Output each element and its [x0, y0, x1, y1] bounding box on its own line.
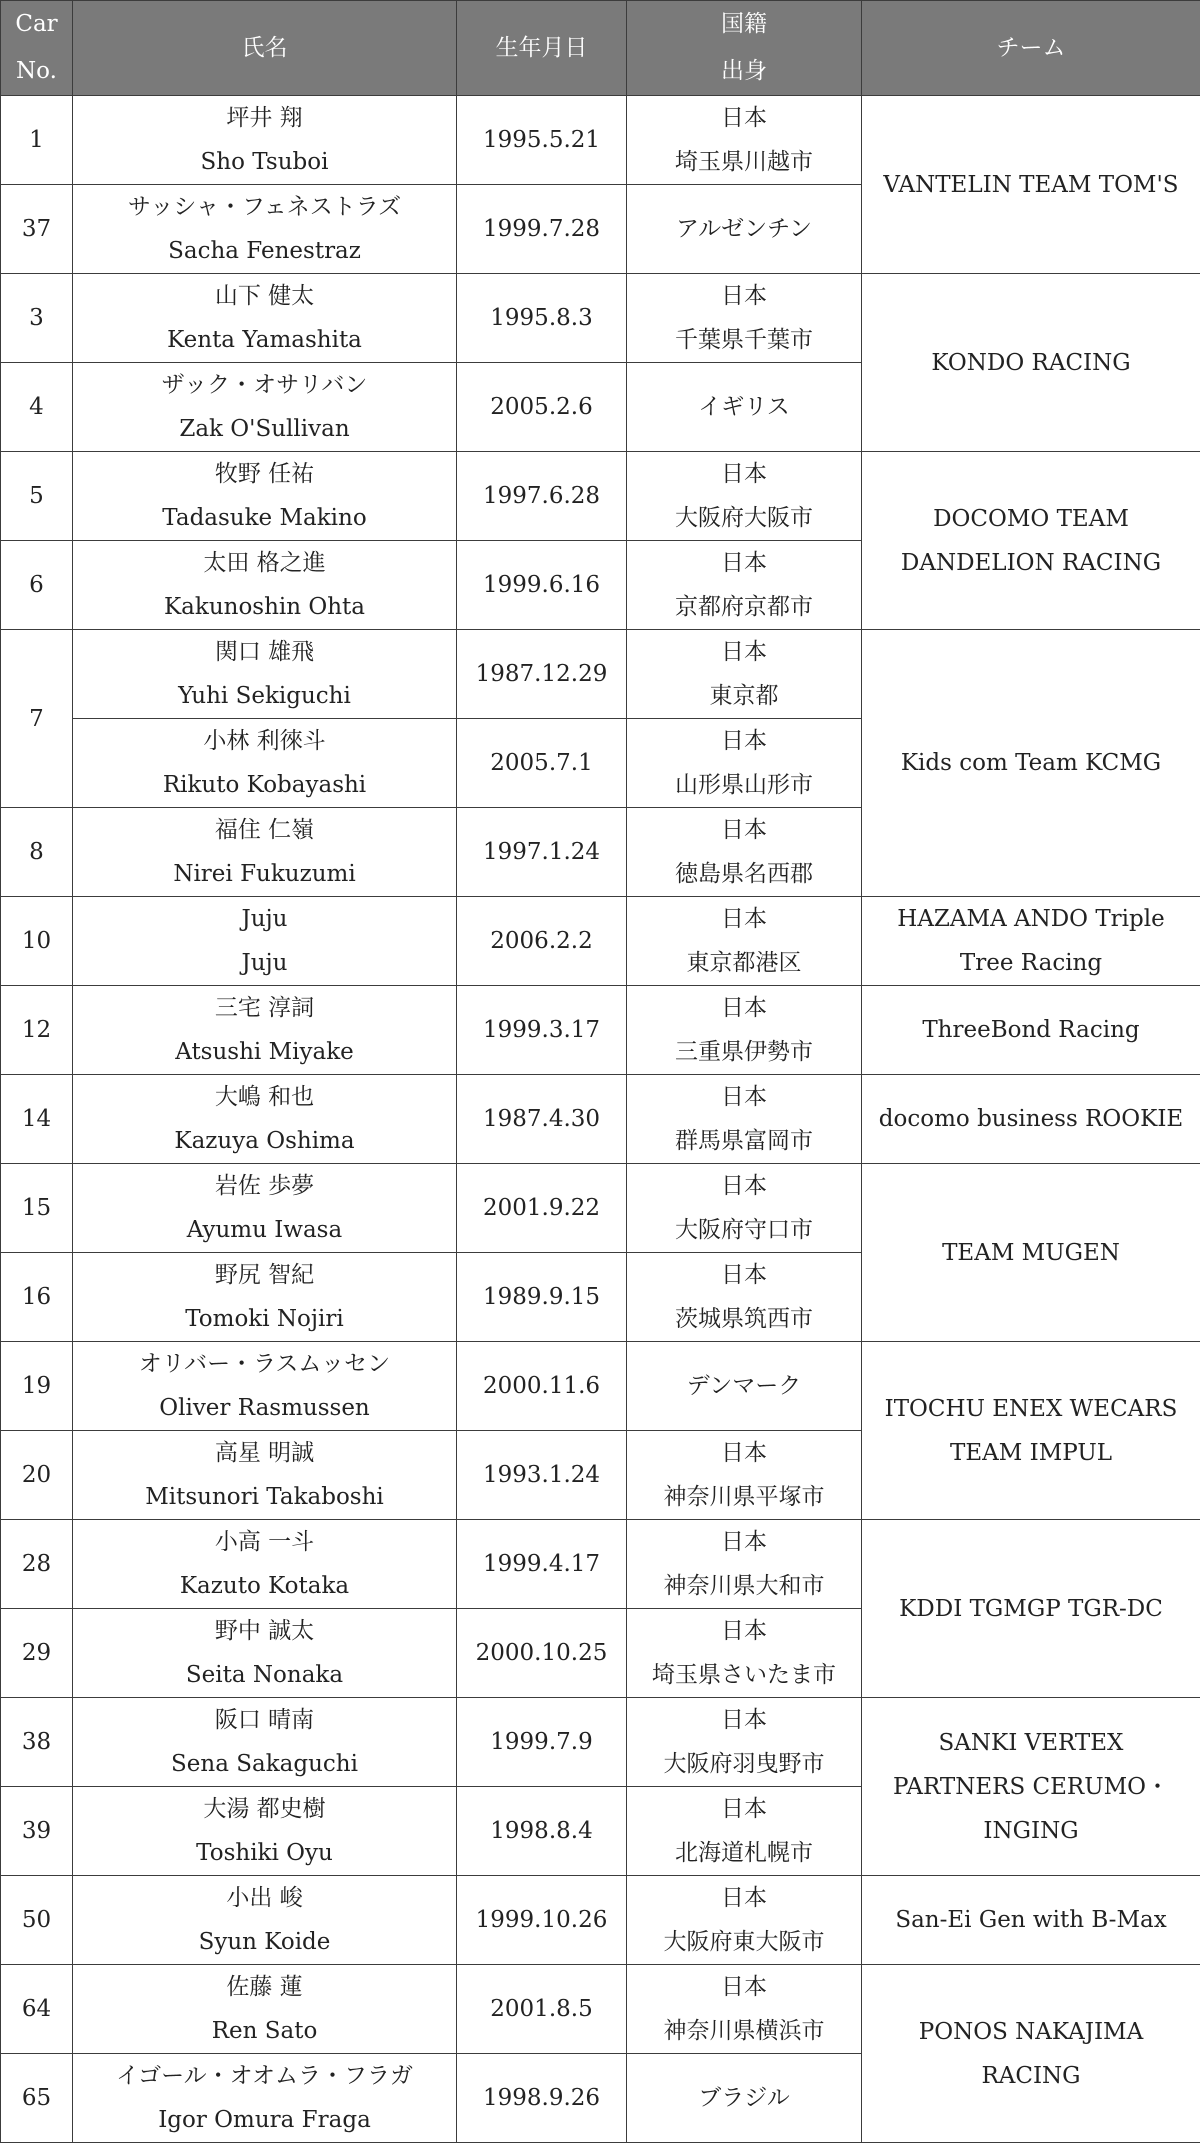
team-name-line: Kids com Team KCMG [900, 750, 1162, 776]
nationality-cell [627, 1609, 862, 1698]
driver-name-cell [73, 541, 457, 630]
car-number-cell: 16 [1, 1253, 73, 1342]
car-number-cell: 38 [1, 1698, 73, 1787]
hometown-text: 神奈川県横浜市 [663, 2018, 825, 2044]
nationality-cell [627, 719, 862, 808]
table-header [1, 1, 1200, 96]
driver-name-en: Ayumu Iwasa [186, 1217, 343, 1243]
birth-date-cell: 1987.12.29 [457, 630, 627, 719]
nationality-cell [627, 630, 862, 719]
driver-name-en: Sacha Fenestraz [168, 238, 361, 264]
hometown-text: 大阪府東大阪市 [663, 1929, 825, 1955]
nationality-cell [627, 363, 862, 452]
nationality-cell [627, 1965, 862, 2054]
nationality-cell [627, 452, 862, 541]
team-cell [862, 96, 1200, 274]
driver-name-cell [73, 1075, 457, 1164]
hometown-text: 神奈川県平塚市 [663, 1484, 825, 1510]
hometown-text: 大阪府大阪市 [675, 505, 813, 531]
driver-name-ja: サッシャ・フェネストラズ [127, 194, 402, 220]
driver-name-ja: 大嶋 和也 [214, 1084, 315, 1110]
nationality-text: 日本 [721, 550, 767, 576]
driver-name-cell [73, 1520, 457, 1609]
table-row [1, 1075, 1200, 1164]
driver-name-ja: 関口 雄飛 [214, 639, 315, 665]
team-cell [862, 1698, 1200, 1876]
driver-name-ja: 野尻 智紀 [214, 1262, 315, 1288]
driver-name-cell [73, 1253, 457, 1342]
car-number-cell: 65 [1, 2054, 73, 2143]
nationality-text: 日本 [721, 1618, 767, 1644]
birth-date-cell: 1995.5.21 [457, 96, 627, 185]
driver-name-cell [73, 1609, 457, 1698]
birth-date-cell: 1989.9.15 [457, 1253, 627, 1342]
driver-name-en: Ren Sato [211, 2018, 318, 2044]
team-cell [862, 630, 1200, 897]
birth-date-cell: 2005.7.1 [457, 719, 627, 808]
driver-name-en: Nirei Fukuzumi [173, 861, 356, 887]
birth-date-cell: 1999.10.26 [457, 1876, 627, 1965]
nationality-text: 日本 [721, 1440, 767, 1466]
driver-name-en: Rikuto Kobayashi [162, 772, 367, 798]
car-number-cell: 10 [1, 897, 73, 986]
hometown-text: 東京都 [709, 683, 779, 709]
driver-name-cell [73, 452, 457, 541]
car-number-cell: 64 [1, 1965, 73, 2054]
birth-date-cell: 1999.7.28 [457, 185, 627, 274]
nationality-text: 日本 [721, 906, 767, 932]
driver-name-en: Tomoki Nojiri [185, 1306, 344, 1332]
hometown-text: 大阪府守口市 [675, 1217, 813, 1243]
driver-name-ja: 坪井 翔 [226, 105, 303, 131]
driver-name-en: Mitsunori Takaboshi [145, 1484, 384, 1510]
nationality-text: 日本 [721, 461, 767, 487]
team-name-line: DOCOMO TEAM [933, 505, 1129, 532]
nationality-text: 日本 [721, 1173, 767, 1199]
driver-name-cell [73, 1342, 457, 1431]
birth-date-cell: 2001.9.22 [457, 1164, 627, 1253]
team-name-line: KONDO RACING [931, 349, 1131, 376]
hometown-text: 神奈川県大和市 [663, 1573, 825, 1599]
team-name-line: SANKI VERTEX [938, 1729, 1124, 1756]
birth-date-cell: 2000.11.6 [457, 1342, 627, 1431]
birth-date-cell: 1999.6.16 [457, 541, 627, 630]
team-name-line: TEAM MUGEN [942, 1239, 1120, 1266]
car-number-cell: 4 [1, 363, 73, 452]
nationality-cell [627, 1520, 862, 1609]
team-name-line: ITOCHU ENEX WECARS [884, 1395, 1178, 1422]
nationality-cell [627, 1876, 862, 1965]
car-number-cell: 3 [1, 274, 73, 363]
driver-name-cell [73, 1164, 457, 1253]
team-name-line: PARTNERS CERUMO・ [892, 1773, 1170, 1800]
driver-name-cell [73, 1876, 457, 1965]
team-name-line: docomo business ROOKIE [878, 1106, 1184, 1132]
header-dob: 生年月日 [457, 1, 627, 96]
driver-name-ja: ザック・オサリバン [161, 372, 368, 398]
driver-name-ja: 小高 一斗 [214, 1529, 315, 1555]
nationality-cell [627, 96, 862, 185]
driver-name-en: Sho Tsuboi [200, 149, 329, 175]
table-row [1, 1876, 1200, 1965]
driver-name-cell [73, 719, 457, 808]
driver-name-ja: Juju [241, 906, 288, 932]
driver-name-cell [73, 630, 457, 719]
hometown-text: 千葉県千葉市 [675, 327, 813, 353]
team-name-line: San-Ei Gen with B-Max [895, 1907, 1167, 1933]
driver-name-en: Yuhi Sekiguchi [178, 683, 351, 709]
driver-name-en: Syun Koide [198, 1929, 331, 1955]
nationality-text: 日本 [721, 1796, 767, 1822]
team-name-line: DANDELION RACING [900, 549, 1162, 576]
nationality-text: デンマーク [686, 1373, 802, 1399]
driver-name-cell [73, 363, 457, 452]
nationality-cell [627, 897, 862, 986]
nationality-cell [627, 2054, 862, 2143]
driver-name-ja: 太田 格之進 [203, 550, 326, 576]
birth-date-cell: 1999.4.17 [457, 1520, 627, 1609]
team-name-line: Tree Racing [959, 950, 1103, 976]
driver-name-ja: 福住 仁嶺 [214, 817, 315, 843]
driver-name-cell [73, 986, 457, 1075]
team-name-line: RACING [981, 2062, 1081, 2089]
car-number-cell: 15 [1, 1164, 73, 1253]
car-number-cell: 19 [1, 1342, 73, 1431]
nationality-text: 日本 [721, 995, 767, 1021]
driver-name-en: Juju [241, 950, 288, 976]
nationality-text: 日本 [721, 1529, 767, 1555]
table-body [1, 96, 1200, 2143]
birth-date-cell: 1987.4.30 [457, 1075, 627, 1164]
driver-name-ja: 岩佐 歩夢 [214, 1173, 315, 1199]
driver-name-cell [73, 1787, 457, 1876]
table-row [1, 452, 1200, 541]
driver-name-en: Kakunoshin Ohta [163, 594, 366, 620]
driver-name-ja: 山下 健太 [214, 283, 315, 309]
hometown-text: 北海道札幌市 [675, 1840, 813, 1866]
nationality-cell [627, 808, 862, 897]
team-cell [862, 897, 1200, 986]
hometown-text: 山形県山形市 [675, 772, 813, 798]
driver-name-cell [73, 1965, 457, 2054]
table-row [1, 897, 1200, 986]
nationality-text: 日本 [721, 1974, 767, 2000]
car-number-cell: 37 [1, 185, 73, 274]
driver-name-ja: オリバー・ラスムッセン [138, 1351, 391, 1377]
table-row [1, 1698, 1200, 1787]
team-cell [862, 452, 1200, 630]
team-name-line: VANTELIN TEAM TOM'S [883, 171, 1179, 198]
team-cell [862, 1342, 1200, 1520]
header-row [1, 1, 1200, 96]
driver-name-en: Oliver Rasmussen [159, 1395, 370, 1421]
nationality-text: アルゼンチン [676, 216, 812, 242]
team-name-line: ThreeBond Racing [922, 1017, 1140, 1043]
nationality-cell [627, 1431, 862, 1520]
hometown-text: 京都府京都市 [675, 594, 813, 620]
hometown-text: 徳島県名西郡 [675, 861, 813, 887]
team-cell [862, 1520, 1200, 1698]
driver-name-cell [73, 2054, 457, 2143]
header-nationality [627, 1, 862, 96]
nationality-text: 日本 [721, 1707, 767, 1733]
nationality-cell [627, 1787, 862, 1876]
driver-name-ja: 三宅 淳詞 [214, 995, 315, 1021]
nationality-text: 日本 [721, 1084, 767, 1110]
car-number-cell: 20 [1, 1431, 73, 1520]
driver-name-en: Kazuto Kotaka [179, 1573, 350, 1599]
driver-name-ja: 小林 利徠斗 [203, 728, 326, 754]
birth-date-cell: 1997.1.24 [457, 808, 627, 897]
hometown-text: 埼玉県川越市 [675, 149, 813, 175]
driver-name-en: Seita Nonaka [185, 1662, 344, 1688]
hometown-text: 群馬県富岡市 [675, 1128, 813, 1154]
header-car-no [1, 1, 73, 96]
hometown-text: 埼玉県さいたま市 [652, 1662, 836, 1688]
driver-name-en: Sena Sakaguchi [171, 1751, 358, 1777]
driver-name-cell [73, 274, 457, 363]
nationality-cell [627, 1164, 862, 1253]
table-row [1, 1965, 1200, 2054]
table-row [1, 96, 1200, 185]
nationality-cell [627, 274, 862, 363]
team-cell [862, 1075, 1200, 1164]
driver-name-cell [73, 897, 457, 986]
car-number-cell: 28 [1, 1520, 73, 1609]
header-car-line2: No. [16, 58, 57, 84]
team-cell [862, 1965, 1200, 2143]
table-row [1, 1164, 1200, 1253]
car-number-cell: 6 [1, 541, 73, 630]
driver-name-ja: 阪口 晴南 [214, 1707, 315, 1733]
hometown-text: 茨城県筑西市 [675, 1306, 813, 1332]
nationality-text: 日本 [721, 639, 767, 665]
driver-name-en: Zak O'Sullivan [179, 416, 350, 442]
car-number-cell: 39 [1, 1787, 73, 1876]
birth-date-cell: 1999.7.9 [457, 1698, 627, 1787]
nationality-text: ブラジル [698, 2085, 790, 2111]
nationality-text: 日本 [721, 283, 767, 309]
team-name-line: INGING [983, 1817, 1079, 1844]
nationality-cell [627, 1342, 862, 1431]
car-number-cell: 1 [1, 96, 73, 185]
header-nationality-line2: 出身 [721, 58, 767, 84]
hometown-text: 東京都港区 [686, 950, 802, 976]
car-number-cell: 12 [1, 986, 73, 1075]
car-number-cell: 5 [1, 452, 73, 541]
nationality-cell [627, 986, 862, 1075]
nationality-text: 日本 [721, 1262, 767, 1288]
driver-name-en: Kazuya Oshima [174, 1128, 355, 1154]
birth-date-cell: 2001.8.5 [457, 1965, 627, 2054]
driver-name-ja: イゴール・オオムラ・フラガ [116, 2063, 413, 2089]
birth-date-cell: 1993.1.24 [457, 1431, 627, 1520]
car-number-cell: 50 [1, 1876, 73, 1965]
team-name-line: HAZAMA ANDO Triple [897, 906, 1165, 932]
table-row [1, 630, 1200, 719]
team-name-line: PONOS NAKAJIMA [918, 2018, 1144, 2045]
driver-name-ja: 高星 明誠 [214, 1440, 315, 1466]
driver-name-en: Kenta Yamashita [167, 327, 362, 353]
birth-date-cell: 2005.2.6 [457, 363, 627, 452]
car-number-cell: 8 [1, 808, 73, 897]
driver-name-ja: 牧野 任祐 [214, 461, 315, 487]
team-cell [862, 986, 1200, 1075]
hometown-text: 大阪府羽曳野市 [663, 1751, 825, 1777]
header-nationality-line1: 国籍 [721, 11, 767, 37]
header-team: チーム [862, 1, 1200, 96]
team-cell [862, 1164, 1200, 1342]
header-car-line1: Car [15, 11, 58, 37]
table-row [1, 1520, 1200, 1609]
table-row [1, 274, 1200, 363]
nationality-cell [627, 1075, 862, 1164]
birth-date-cell: 1998.9.26 [457, 2054, 627, 2143]
nationality-cell [627, 1253, 862, 1342]
birth-date-cell: 1999.3.17 [457, 986, 627, 1075]
driver-name-cell [73, 185, 457, 274]
birth-date-cell: 2006.2.2 [457, 897, 627, 986]
car-number-cell: 29 [1, 1609, 73, 1698]
nationality-text: 日本 [721, 728, 767, 754]
driver-name-en: Toshiki Oyu [196, 1840, 333, 1866]
driver-name-ja: 大湯 都史樹 [203, 1796, 326, 1822]
driver-name-cell [73, 96, 457, 185]
nationality-text: 日本 [721, 1885, 767, 1911]
driver-name-cell [73, 1698, 457, 1787]
birth-date-cell: 1998.8.4 [457, 1787, 627, 1876]
driver-name-cell [73, 1431, 457, 1520]
nationality-cell [627, 1698, 862, 1787]
nationality-text: 日本 [721, 105, 767, 131]
driver-name-en: Atsushi Miyake [175, 1039, 354, 1065]
driver-name-ja: 小出 峻 [226, 1885, 303, 1911]
birth-date-cell: 2000.10.25 [457, 1609, 627, 1698]
nationality-text: 日本 [721, 817, 767, 843]
nationality-cell [627, 185, 862, 274]
header-name: 氏名 [73, 1, 457, 96]
car-number-cell: 7 [1, 630, 73, 808]
driver-name-ja: 佐藤 蓮 [226, 1974, 303, 2000]
team-cell [862, 1876, 1200, 1965]
table-row [1, 1342, 1200, 1431]
table-row [1, 986, 1200, 1075]
hometown-text: 三重県伊勢市 [675, 1039, 813, 1065]
driver-name-ja: 野中 誠太 [214, 1618, 315, 1644]
team-name-line: KDDI TGMGP TGR-DC [899, 1595, 1163, 1622]
nationality-text: イギリス [698, 394, 790, 420]
driver-name-cell [73, 808, 457, 897]
team-cell [862, 274, 1200, 452]
driver-name-en: Tadasuke Makino [162, 505, 367, 531]
driver-name-en: Igor Omura Fraga [158, 2107, 371, 2133]
nationality-cell [627, 541, 862, 630]
car-number-cell: 14 [1, 1075, 73, 1164]
team-name-line: TEAM IMPUL [950, 1439, 1112, 1466]
birth-date-cell: 1995.8.3 [457, 274, 627, 363]
birth-date-cell: 1997.6.28 [457, 452, 627, 541]
